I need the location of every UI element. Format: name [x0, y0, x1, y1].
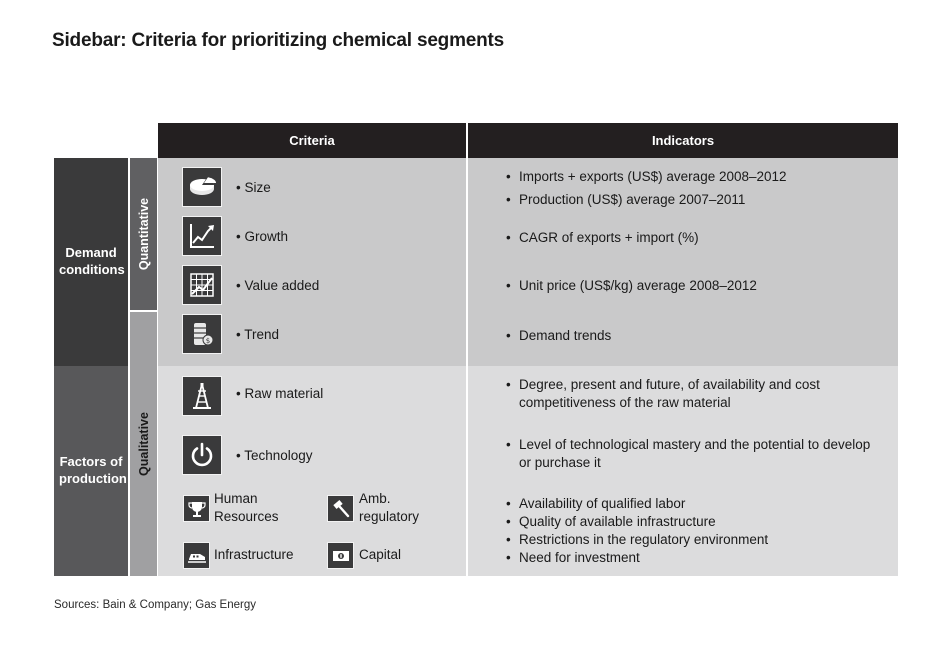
line-chart-icon	[182, 216, 222, 256]
indicator-item: • Quality of available infrastructure	[506, 513, 886, 531]
indicators-trend	[506, 327, 886, 345]
factors-of-production-label	[54, 366, 128, 576]
criteria-size: • Size	[236, 180, 271, 195]
gavel-icon	[327, 495, 354, 522]
criteria-human-resources: Human Resources	[214, 491, 279, 524]
grid-chart-icon	[182, 265, 222, 305]
criteria-capital: Capital	[359, 547, 402, 562]
power-icon	[182, 435, 222, 475]
criteria-technology: • Technology	[236, 448, 313, 463]
quantitative-band	[130, 158, 157, 310]
criteria-value-added: • Value added	[236, 278, 320, 293]
source-note: Sources: Bain & Company; Gas Energy	[54, 599, 256, 611]
demand-conditions-label	[54, 158, 128, 366]
oil-derrick-icon	[182, 376, 222, 416]
factors-of-production-text: Factors of production	[59, 454, 127, 486]
trophy-icon	[183, 495, 210, 522]
quantitative-label: Quantitative	[136, 197, 151, 271]
page-title: Sidebar: Criteria for prioritizing chemical segments	[52, 30, 505, 51]
indicators-column-header: Indicators	[468, 123, 898, 158]
qualitative-band	[130, 312, 157, 576]
banknote-icon	[327, 542, 354, 569]
criteria-column-header: Criteria	[158, 123, 466, 158]
qualitative-label: Qualitative	[136, 412, 151, 476]
indicator-item: • Restrictions in the regulatory environment	[506, 531, 886, 549]
stacked-coins-icon	[182, 314, 222, 354]
svg-text:$: $	[205, 337, 211, 345]
indicator-item: • Degree, present and future, of availability and cost competitiveness of the raw material	[506, 376, 841, 412]
criteria-amb-regulatory: Amb. regulatory	[359, 491, 420, 524]
indicator-item: • Level of technological mastery and the potential to develop or purchase it	[506, 436, 881, 472]
indicator-item: • Production (US$) average 2007–2011	[506, 191, 886, 209]
train-icon	[183, 542, 210, 569]
indicators-growth	[506, 229, 886, 247]
indicator-item: • Unit price (US$/kg) average 2008–2012	[506, 277, 886, 295]
criteria-raw-material: • Raw material	[236, 386, 324, 401]
demand-conditions-text: Demand conditions	[59, 245, 125, 277]
pie-chart-icon	[182, 167, 222, 207]
criteria-trend: • Trend	[236, 327, 279, 342]
indicator-item: • Demand trends	[506, 327, 886, 345]
indicator-item: • CAGR of exports + import (%)	[506, 229, 886, 247]
indicators-value-added	[506, 277, 886, 295]
criteria-growth: • Growth	[236, 229, 288, 244]
indicator-item: • Need for investment	[506, 549, 886, 567]
indicators-size	[506, 168, 886, 209]
indicators-technology	[506, 436, 881, 472]
indicator-item: • Imports + exports (US$) average 2008–2012	[506, 168, 886, 186]
indicator-item: • Availability of qualified labor	[506, 495, 886, 513]
criteria-infrastructure: Infrastructure	[214, 547, 294, 562]
indicators-other-factors	[506, 495, 886, 567]
indicators-raw-material	[506, 376, 841, 412]
